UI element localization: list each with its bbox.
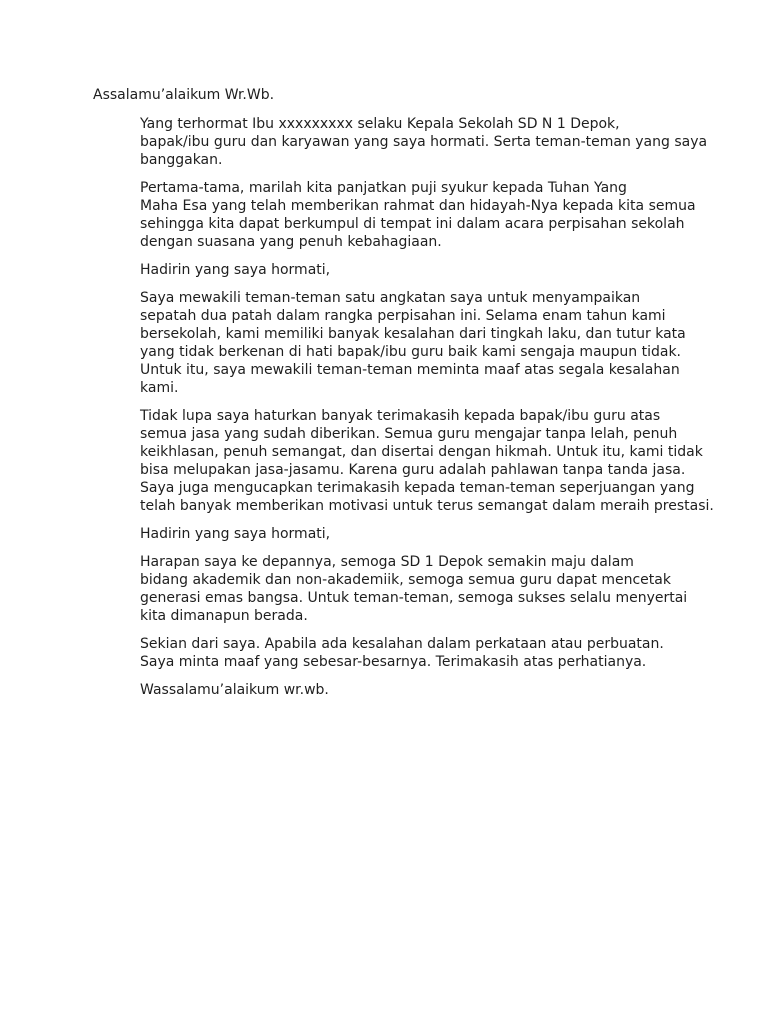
paragraph-line: Hadirin yang saya hormati, bbox=[140, 262, 331, 278]
paragraph-line: telah banyak memberikan motivasi untuk terus semangat dalam meraih prestasi. bbox=[140, 498, 714, 514]
paragraph-line: semua jasa yang sudah diberikan. Semua guru mengajar tanpa lelah, penuh bbox=[140, 426, 678, 442]
paragraph-line: Pertama-tama, marilah kita panjatkan puji syukur kepada Tuhan Yang bbox=[140, 180, 627, 196]
paragraph-line: sepatah dua patah dalam rangka perpisahan ini. Selama enam tahun kami bbox=[140, 308, 666, 324]
paragraph-farewell bbox=[93, 681, 708, 699]
paragraph-line: dengan suasana yang penuh kebahagiaan. bbox=[140, 234, 442, 250]
paragraph-audience-address-2 bbox=[93, 525, 708, 543]
paragraph-line: Saya minta maaf yang sebesar-besarnya. Terimakasih atas perhatianya. bbox=[140, 654, 647, 670]
paragraph-line: Wassalamu’alaikum wr.wb. bbox=[140, 682, 329, 698]
paragraph-line: yang tidak berkenan di hati bapak/ibu guru baik kami sengaja maupun tidak. bbox=[140, 344, 682, 360]
paragraph-line: banggakan. bbox=[140, 152, 223, 168]
paragraph-line: kita dimanapun berada. bbox=[140, 608, 308, 624]
paragraph-closing bbox=[93, 635, 708, 671]
paragraph-opening-address bbox=[93, 115, 708, 169]
paragraph-line: Maha Esa yang telah memberikan rahmat dan hidayah-Nya kepada kita semua bbox=[140, 198, 696, 214]
paragraph-gratitude-to-god bbox=[93, 179, 708, 251]
paragraph-line: Sekian dari saya. Apabila ada kesalahan dalam perkataan atau perbuatan. bbox=[140, 636, 664, 652]
paragraph-line: Harapan saya ke depannya, semoga SD 1 Depok semakin maju dalam bbox=[140, 554, 634, 570]
paragraph-line: sehingga kita dapat berkumpul di tempat ini dalam acara perpisahan sekolah bbox=[140, 216, 685, 232]
paragraph-thanks-teachers bbox=[93, 407, 714, 515]
paragraph-line: bisa melupakan jasa-jasamu. Karena guru adalah pahlawan tanpa tanda jasa. bbox=[140, 462, 686, 478]
paragraph-line: Untuk itu, saya mewakili teman-teman meminta maaf atas segala kesalahan bbox=[140, 362, 680, 378]
speech-text bbox=[93, 86, 714, 699]
paragraph-line: Hadirin yang saya hormati, bbox=[140, 526, 331, 542]
paragraph-line: Tidak lupa saya haturkan banyak terimakasih kepada bapak/ibu guru atas bbox=[140, 408, 661, 424]
paragraph-line: generasi emas bangsa. Untuk teman-teman, semoga sukses selalu menyertai bbox=[140, 590, 688, 606]
paragraph-line: bapak/ibu guru dan karyawan yang saya hormati. Serta teman-teman yang saya bbox=[140, 134, 708, 150]
paragraph-line: Saya juga mengucapkan terimakasih kepada teman-teman seperjuangan yang bbox=[140, 480, 695, 496]
paragraph-line: bersekolah, kami memiliki banyak kesalahan dari tingkah laku, dan tutur kata bbox=[140, 326, 686, 342]
paragraph-line: keikhlasan, penuh semangat, dan disertai dengan hikmah. Untuk itu, kami tidak bbox=[140, 444, 703, 460]
paragraph-line: Yang terhormat Ibu xxxxxxxxx selaku Kepala Sekolah SD N 1 Depok, bbox=[140, 116, 620, 132]
paragraph-line: Saya mewakili teman-teman satu angkatan saya untuk menyampaikan bbox=[140, 290, 641, 306]
paragraph-line: kami. bbox=[140, 380, 179, 396]
paragraph-audience-address bbox=[93, 261, 708, 279]
paragraph-apology bbox=[93, 289, 708, 397]
greeting-line: Assalamu’alaikum Wr.Wb. bbox=[93, 87, 275, 103]
paragraph-line: bidang akademik dan non-akademiik, semoga semua guru dapat mencetak bbox=[140, 572, 671, 588]
paragraph-hopes bbox=[93, 553, 708, 625]
